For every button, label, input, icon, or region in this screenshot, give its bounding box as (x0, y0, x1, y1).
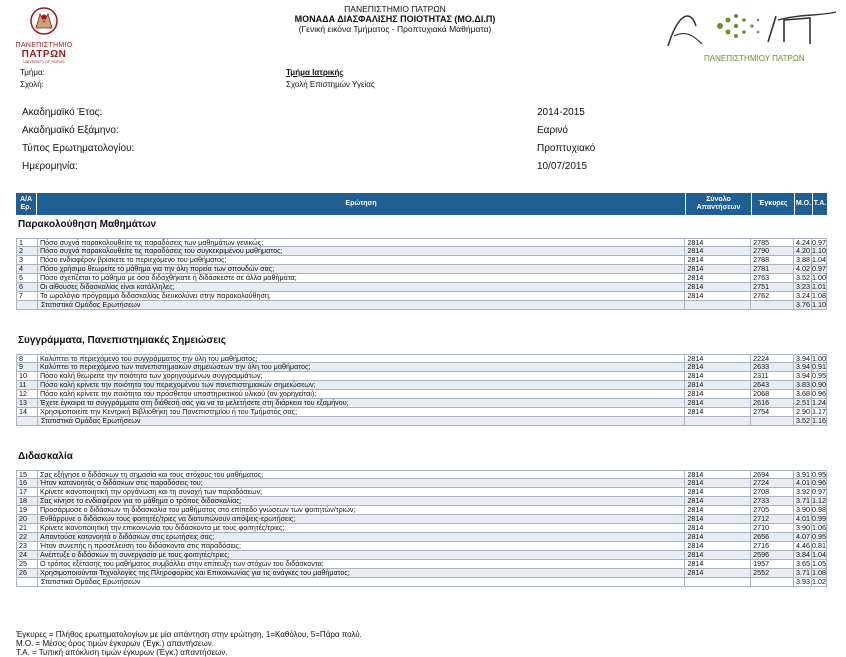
cell-total: 2814 (685, 408, 751, 416)
cell-valid: 2643 (751, 381, 794, 389)
cell-sd: 1.06 (812, 524, 826, 532)
cell-sd: 0.95 (812, 533, 826, 541)
table-row (16, 551, 827, 560)
cell-sd: 0.97 (812, 265, 826, 273)
cell-mean: 3.68 (796, 390, 811, 398)
cell-question: Πόσο καλή κρίνετε την ποιότητα του πρόσθετου υποστηρικτικού υλικού (αν χορηγείται); (38, 390, 685, 398)
cell-mean: 4.01 (796, 479, 811, 487)
cell-num: 22 (17, 533, 38, 541)
logo-text-2: ΠΑΤΡΩΝ (21, 49, 67, 60)
cell-total: 2814 (685, 471, 751, 478)
cell-sd: 1.01 (812, 283, 826, 291)
cell-sd: 0.81 (812, 542, 826, 550)
table-row (16, 381, 827, 390)
cell-num (17, 301, 38, 309)
cell-question: Καλύπτει το περιεχόμενο των πανεπιστημιακών σημειώσεων την ύλη του μαθήματος; (38, 363, 685, 371)
logo-text-1: ΠΑΝΕΠΙΣΤΗΜΙΟ (15, 42, 73, 49)
cell-sd: 1.04 (812, 551, 826, 559)
cell-mean: 3.52 (796, 274, 811, 282)
cell-valid: 2788 (751, 256, 794, 264)
cell-valid (751, 301, 794, 309)
cell-question: Κρίνετε ικανοποιητική την επικοινωνία του διδάσκοντα με τους φοιτητές/τριες; (38, 524, 685, 532)
cell-sd: 0.97 (812, 239, 826, 246)
cell-sd: 1.12 (812, 497, 826, 505)
footnote-valid: Έγκυρες = Πλήθος ερωτηματολογίων με μία απάντηση στην ερώτηση, 1=Καθόλου, 5=Πάρα πολύ. (16, 630, 362, 639)
table-row (16, 372, 827, 381)
cell-mean: 3.84 (796, 551, 811, 559)
cell-mean: 2.51 (796, 399, 811, 407)
section-title: Παρακολούθηση Μαθημάτων (18, 219, 157, 230)
cell-question: Χρησιμοποιούνται Τεχνολογίες της Πληροφορίας και Επικοινωνίας για τις ανάγκες του μαθήματος; (38, 569, 685, 577)
cell-num: 23 (17, 542, 38, 550)
cell-num: 14 (17, 408, 38, 416)
cell-question: Πόσο καλή θεωρείτε την ποιότητα των χορηγούμενων συγγραμμάτων; (38, 372, 685, 380)
cell-total: 2814 (685, 542, 751, 550)
cell-num: 9 (17, 363, 38, 371)
cell-question: Το ωρολόγιο πρόγραμμα διδασκαλίας διευκολύνει στην παρακολούθηση; (38, 292, 685, 300)
school-label: Σχολή: (20, 80, 44, 89)
cell-sd: 1.05 (812, 560, 826, 568)
school-value: Σχολή Επιστημών Υγείας (286, 80, 375, 89)
modip-logo-text: ΠΑΝΕΠΙΣΤΗΜΙΟΥ ΠΑΤΡΩΝ (704, 54, 805, 63)
cell-sd: 1.08 (812, 569, 826, 577)
cell-num: 18 (17, 497, 38, 505)
table-row (16, 497, 827, 506)
cell-question: Πόσο ενδιαφέρον βρίσκετε το περιεχόμενο του μαθήματος; (38, 256, 685, 264)
cell-mean: 3.88 (796, 256, 811, 264)
cell-total: 2814 (685, 265, 751, 273)
table-row (16, 265, 827, 274)
cell-stats-label: Στατιστικά Ομάδας Ερωτήσεων (38, 301, 685, 309)
cell-total: 2814 (685, 247, 751, 255)
cell-mean: 4.20 (796, 247, 811, 255)
cell-sd: 1.10 (812, 247, 826, 255)
cell-sd: 0.96 (812, 479, 826, 487)
meta-value-type: Προπτυχιακό (537, 143, 596, 154)
meta-value-semester: Εαρινό (537, 125, 568, 136)
cell-valid: 1957 (751, 560, 794, 568)
cell-valid: 2762 (751, 292, 794, 300)
cell-valid: 2552 (751, 569, 794, 577)
cell-total: 2814 (685, 551, 751, 559)
meta-value-date: 10/07/2015 (537, 161, 588, 172)
group-stats-row (16, 301, 827, 310)
cell-total: 2814 (685, 479, 751, 487)
cell-total: 2814 (685, 533, 751, 541)
department-label: Τμήμα: (20, 68, 45, 77)
cell-num (17, 417, 38, 425)
cell-valid: 2724 (751, 479, 794, 487)
department-value: Τμήμα Ιατρικής (286, 68, 344, 77)
cell-sd: 0.98 (812, 506, 826, 514)
cell-question: Προσάρμοσε ο διδάσκων τη διδασκαλία του μαθήματος στο επίπεδο γνώσεων των φοιτητών/τριών; (38, 506, 685, 514)
meta-label-type: Τύπος Ερωτηματολογίου: (22, 143, 135, 154)
cell-total: 2814 (685, 515, 751, 523)
cell-num: 17 (17, 488, 38, 496)
table-row (16, 524, 827, 533)
cell-mean: 3.90 (796, 506, 811, 514)
cell-total: 2814 (685, 381, 751, 389)
cell-mean: 3.92 (796, 488, 811, 496)
cell-valid: 2754 (751, 408, 794, 416)
table-row (16, 256, 827, 265)
cell-total: 2814 (685, 569, 751, 577)
meta-label-semester: Ακαδημαϊκό Εξάμηνο: (22, 125, 119, 136)
cell-total: 2814 (685, 355, 751, 362)
cell-valid: 2596 (751, 551, 794, 559)
cell-question: Χρησιμοποιείτε την Κεντρική Βιβλιοθήκη του Πανεπιστημίου ή του Τμήματός σας; (38, 408, 685, 416)
cell-num: 25 (17, 560, 38, 568)
cell-question: Οι αίθουσες διδασκαλίας είναι κατάλληλες; (38, 283, 685, 291)
footnote-mean: Μ.Ο. = Μέσος όρος τιμών έγκυρων (Έγκ.) απαντήσεων. (16, 639, 214, 648)
cell-num: 11 (17, 381, 38, 389)
cell-num: 6 (17, 283, 38, 291)
cell-num: 1 (17, 239, 38, 246)
cell-total (685, 578, 751, 586)
table-row (16, 542, 827, 551)
cell-total: 2814 (685, 390, 751, 398)
group-stats-row (16, 578, 827, 587)
cell-num: 24 (17, 551, 38, 559)
logo-text-3: UNIVERSITY OF PATRAS (23, 60, 65, 64)
footnotes (16, 630, 362, 657)
cell-stats-label: Στατιστικά Ομάδας Ερωτήσεων (38, 417, 685, 425)
cell-sd: 1.00 (812, 355, 826, 362)
cell-total: 2814 (685, 560, 751, 568)
cell-num: 20 (17, 515, 38, 523)
table-row (16, 238, 827, 247)
header-sd: Τ.Α. (813, 200, 827, 207)
footnote-sd: Τ.Α. = Τυπική απόκλιση τιμών έγκυρων (Έγκ.) απαντήσεων. (16, 648, 228, 657)
cell-num: 12 (17, 390, 38, 398)
cell-question: Καλύπτει το περιεχόμενο του συγγράμματος την ύλη του μαθήματος; (38, 355, 685, 362)
group-stats-row (16, 417, 827, 426)
cell-question: Πόσο καλή κρίνετε την ποιότητα του περιεχομένου των πανεπιστημιακών σημειώσεων; (38, 381, 685, 389)
cell-question: Απαντούσε κατανοητά ο διδάσκων στις ερωτήσεις σας; (38, 533, 685, 541)
cell-valid: 2710 (751, 524, 794, 532)
cell-total: 2814 (685, 363, 751, 371)
cell-mean: 3.24 (796, 292, 811, 300)
cell-total: 2814 (685, 506, 751, 514)
cell-mean: 2.90 (796, 408, 811, 416)
cell-num: 13 (17, 399, 38, 407)
cell-valid: 2705 (751, 506, 794, 514)
cell-num: 10 (17, 372, 38, 380)
unit-name: ΜΟΝΑΔΑ ΔΙΑΣΦΑΛΙΣΗΣ ΠΟΙΟΤΗΤΑΣ (ΜΟ.ΔΙ.Π) (294, 14, 496, 24)
cell-num: 8 (17, 355, 38, 362)
cell-num: 19 (17, 506, 38, 514)
cell-mean: 3.52 (796, 417, 811, 425)
cell-mean: 3.94 (796, 372, 811, 380)
cell-sd: 1.10 (812, 301, 826, 309)
cell-valid: 2712 (751, 515, 794, 523)
cell-mean: 3.93 (796, 578, 811, 586)
section-title: Συγγράμματα, Πανεπιστημιακές Σημειώσεις (18, 335, 226, 346)
cell-valid: 2785 (751, 239, 794, 246)
cell-total: 2814 (685, 256, 751, 264)
cell-valid: 2694 (751, 471, 794, 478)
table-row (16, 470, 827, 479)
cell-sd: 0.99 (812, 515, 826, 523)
cell-valid: 2751 (751, 283, 794, 291)
table-row (16, 363, 827, 372)
header-question: Ερώτηση (37, 193, 686, 215)
cell-valid: 2311 (751, 372, 794, 380)
cell-total: 2814 (685, 292, 751, 300)
cell-question: Ήταν κατανοητός ο διδάσκων στις παραδόσεις του; (38, 479, 685, 487)
cell-total: 2814 (685, 399, 751, 407)
university-name: ΠΑΝΕΠΙΣΤΗΜΙΟ ΠΑΤΡΩΝ (344, 4, 446, 14)
cell-question: Ανέπτυξε ο διδάσκων τη συνεργασία με τους φοιτητές/τριες; (38, 551, 685, 559)
cell-mean: 3.83 (796, 381, 811, 389)
cell-total: 2814 (685, 372, 751, 380)
cell-num: 16 (17, 479, 38, 487)
cell-question: Κρίνετε ικανοποιητική την οργάνωση και τη συνοχή των παραδόσεων; (38, 488, 685, 496)
table-row (16, 515, 827, 524)
cell-sd: 1.16 (812, 417, 826, 425)
cell-num: 4 (17, 265, 38, 273)
cell-sd: 1.17 (812, 408, 826, 416)
cell-valid: 2763 (751, 274, 794, 282)
cell-num: 15 (17, 471, 38, 478)
modip-logo-icon (660, 6, 840, 54)
cell-question: Ήταν συνεπής η προσέλευση του διδάσκοντα στις παραδόσεις; (38, 542, 685, 550)
cell-total: 2814 (685, 524, 751, 532)
header-mean: Μ.Ο. (795, 193, 813, 215)
table-row (16, 479, 827, 488)
cell-mean: 3.94 (796, 355, 811, 362)
meta-value-year: 2014-2015 (537, 107, 585, 118)
cell-num (17, 578, 38, 586)
cell-valid: 2633 (751, 363, 794, 371)
table-row (16, 408, 827, 417)
report-subtitle: (Γενική εικόνα Τμήματος - Προπτυχιακά Μαθήματα) (298, 24, 492, 34)
cell-mean: 3.65 (796, 560, 811, 568)
cell-valid: 2716 (751, 542, 794, 550)
cell-question: Πόσο συχνά παρακολουθείτε τις παραδόσεις των μαθημάτων γενικώς; (38, 239, 685, 246)
cell-mean: 4.07 (796, 533, 811, 541)
cell-sd: 1.02 (812, 578, 826, 586)
cell-stats-label: Στατιστικά Ομάδας Ερωτήσεων (38, 578, 685, 586)
table-row (16, 399, 827, 408)
cell-mean: 4.01 (796, 515, 811, 523)
cell-num: 2 (17, 247, 38, 255)
cell-question: Ενθάρρυνε ο διδάσκων τους φοιτητές/τριες να διατυπώνουν απόψεις-ερωτήσεις; (38, 515, 685, 523)
table-header (16, 193, 827, 215)
cell-mean: 3.71 (796, 497, 811, 505)
cell-total (685, 417, 751, 425)
report-header (160, 4, 630, 34)
cell-valid (751, 417, 794, 425)
cell-sd: 1.08 (812, 292, 826, 300)
cell-sd: 1.24 (812, 399, 826, 407)
cell-num: 26 (17, 569, 38, 577)
cell-sd: 0.91 (812, 363, 826, 371)
table-row (16, 488, 827, 497)
cell-sd: 0.96 (812, 390, 826, 398)
cell-mean: 4.24 (796, 239, 811, 246)
cell-question: Σας κίνησε το ενδιαφέρον για το μάθημα ο τρόπος διδασκαλίας; (38, 497, 685, 505)
table-row (16, 506, 827, 515)
cell-mean: 3.94 (796, 363, 811, 371)
table-row (16, 569, 827, 578)
cell-sd: 1.04 (812, 256, 826, 264)
modip-logo (660, 6, 840, 66)
cell-mean: 4.46 (796, 542, 811, 550)
table-row (16, 292, 827, 301)
cell-total: 2814 (685, 239, 751, 246)
cell-sd: 0.90 (812, 381, 826, 389)
table-row (16, 354, 827, 363)
cell-sd: 0.97 (812, 488, 826, 496)
header-total: Σύνολο Απαντήσεων (686, 193, 752, 215)
cell-valid: 2733 (751, 497, 794, 505)
table-row (16, 247, 827, 256)
cell-question: Ο τρόπος εξέτασης του μαθήματος συμβάλλει στην επίτευξη των στόχων του διδάσκοντα; (38, 560, 685, 568)
cell-sd: 0.95 (812, 471, 826, 478)
meta-label-year: Ακαδημαϊκό Έτος: (22, 107, 103, 118)
university-logo (8, 4, 80, 66)
cell-valid (751, 578, 794, 586)
cell-mean: 3.23 (796, 283, 811, 291)
header-valid: Έγκυρες (752, 193, 795, 215)
cell-mean: 3.76 (796, 301, 811, 309)
cell-question: Πόσο χρήσιμο θεωρείτε το μάθημα για την όλη πορεία των σπουδών σας; (38, 265, 685, 273)
cell-valid: 2616 (751, 399, 794, 407)
cell-total: 2814 (685, 488, 751, 496)
cell-total: 2814 (685, 274, 751, 282)
cell-total: 2814 (685, 283, 751, 291)
cell-question: Πόσο σχετίζεται το μάθημα με όσα διδαχθήκατε ή διδάσκεστε σε άλλα μαθήματα; (38, 274, 685, 282)
cell-total (685, 301, 751, 309)
cell-mean: 3.91 (796, 471, 811, 478)
meta-label-date: Ημερομηνία: (22, 161, 78, 172)
cell-valid: 2224 (751, 355, 794, 362)
cell-num: 21 (17, 524, 38, 532)
table-row (16, 560, 827, 569)
cell-mean: 3.90 (796, 524, 811, 532)
table-row (16, 283, 827, 292)
table-row (16, 533, 827, 542)
cell-mean: 4.02 (796, 265, 811, 273)
cell-question: Σας εξήγησε ο διδάσκων τη σημασία και τους στόχους του μαθήματος; (38, 471, 685, 478)
cell-question: Έχετε έγκαιρα τα συγγράμματα στη διάθεσή σας για να τα μελετήσετε στη διάρκεια του εξαμήνου; (38, 399, 685, 407)
cell-mean: 3.71 (796, 569, 811, 577)
table-row (16, 390, 827, 399)
cell-num: 3 (17, 256, 38, 264)
cell-num: 5 (17, 274, 38, 282)
cell-total: 2814 (685, 497, 751, 505)
cell-question: Πόσο συχνά παρακολουθείτε τις παραδόσεις του συγκεκριμένου μαθήματος; (38, 247, 685, 255)
section-title: Διδασκαλία (18, 451, 73, 462)
cell-valid: 2068 (751, 390, 794, 398)
cell-valid: 2781 (751, 265, 794, 273)
cell-valid: 2656 (751, 533, 794, 541)
table-row (16, 274, 827, 283)
cell-valid: 2790 (751, 247, 794, 255)
cell-sd: 1.00 (812, 274, 826, 282)
header-num: Α/Α Ερ. (16, 193, 37, 215)
cell-valid: 2708 (751, 488, 794, 496)
cell-sd: 0.95 (812, 372, 826, 380)
cell-num: 7 (17, 292, 38, 300)
